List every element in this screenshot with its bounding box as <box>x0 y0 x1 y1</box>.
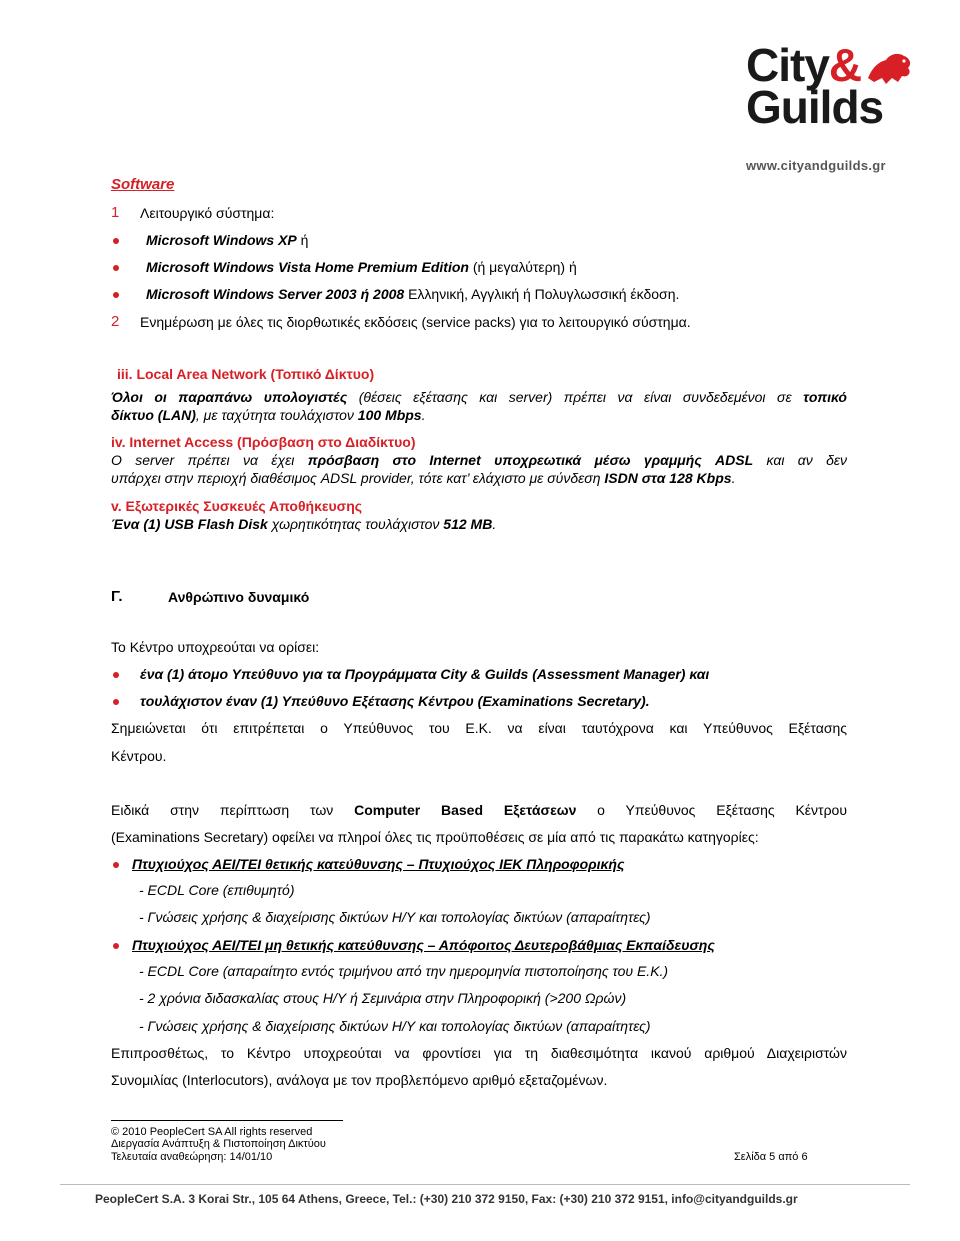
internet-heading: iv. Internet Access (Πρόσβαση στο Διαδίκτυο) <box>111 434 416 450</box>
final-line-2: Συνομιλίας (Interlocutors), ανάλογα με τον προβλεπόμενο αριθμό εξεταζομένων. <box>111 1072 608 1088</box>
footer-page-number: Σελίδα 5 από 6 <box>734 1151 808 1163</box>
storage-line: Ένα (1) USB Flash Disk χωρητικότητας τουλάχιστον 512 MB. <box>111 516 497 532</box>
final-line-1: Επιπροσθέτως, το Κέντρο υποχρεούται να φροντίσει για τη διαθεσιμότητα ικανού αριθμού Διαχειριστών <box>111 1045 847 1061</box>
category-1-item: - ECDL Core (επιθυμητό) <box>139 882 295 898</box>
human-bullet-2: τουλάχιστον έναν (1) Υπεύθυνο Εξέτασης Κέντρου (Examinations Secretary). <box>140 693 650 709</box>
bullet-icon <box>113 672 119 678</box>
cb-line-1: Ειδικά στην περίπτωση των Computer Based Εξετάσεων ο Υπεύθυνος Εξέτασης Κέντρου <box>111 802 847 818</box>
bullet-icon <box>113 238 119 244</box>
footer-copyright: © 2010 PeopleCert SA All rights reserved <box>111 1126 313 1138</box>
bullet-icon <box>113 699 119 705</box>
os-bullet-1: Microsoft Windows XP ή <box>146 232 309 248</box>
footer-address: PeopleCert S.A. 3 Korai Str., 105 64 Athens, Greece, Tel.: (+30) 210 372 9150, Fax: (+30) 210 372 9151, info@cityandguilds.gr <box>95 1192 798 1206</box>
category-1-title: Πτυχιούχος ΑΕΙ/ΤΕΙ θετικής κατεύθυνσης – Πτυχιούχος ΙΕΚ Πληροφορικής <box>132 856 625 872</box>
logo-ampersand: & <box>828 39 862 91</box>
human-heading: Ανθρώπινο δυναμικό <box>168 589 310 605</box>
software-heading: Software <box>111 176 175 193</box>
category-2-title: Πτυχιούχος ΑΕΙ/ΤΕΙ μη θετικής κατεύθυνσης – Απόφοιτος Δευτεροβάθμιας Εκπαίδευσης <box>132 937 715 953</box>
internet-line-2: υπάρχει στην περιοχή διαθέσιμος ADSL provider, τότε κατ’ ελάχιστο με σύνδεση ISDN στα 128 Kbps. <box>111 470 736 486</box>
bullet-icon <box>113 265 119 271</box>
category-2-item: - ECDL Core (απαραίτητο εντός τριμήνου από την ημερομηνία πιστοποίησης του Ε.Κ.) <box>139 963 669 979</box>
website-url: www.cityandguilds.gr <box>746 158 886 173</box>
bullet-icon <box>113 862 119 868</box>
lan-line-2: δίκτυο (LAN), με ταχύτητα τουλάχιστον 100 Mbps. <box>111 407 426 423</box>
lion-icon <box>864 48 914 90</box>
logo-text-guilds: Guilds <box>746 81 884 133</box>
bottom-divider <box>60 1184 910 1185</box>
item2-number: 2 <box>111 313 120 330</box>
footer-process: Διεργασία Ανάπτυξη & Πιστοποίηση Δικτύου <box>111 1138 326 1150</box>
lan-line-1: Όλοι οι παραπάνω υπολογιστές (θέσεις εξέτασης και server) πρέπει να είναι συνδεδεμένοι σε τοπικό <box>111 389 847 405</box>
category-2-item: - 2 χρόνια διδασκαλίας στους Η/Υ ή Σεμινάρια στην Πληροφορική (>200 Ωρών) <box>139 990 627 1006</box>
os-bullet-2: Microsoft Windows Vista Home Premium Edition (ή μεγαλύτερη) ή <box>146 259 577 275</box>
item2-text: Ενημέρωση με όλες τις διορθωτικές εκδόσεις (service packs) για το λειτουργικό σύστημα. <box>140 314 691 330</box>
note-line-2: Κέντρου. <box>111 748 167 764</box>
os-bullet-3: Microsoft Windows Server 2003 ή 2008 Ελληνική, Αγγλική ή Πολυγλωσσική έκδοση. <box>146 286 680 302</box>
note-line-1: Σημειώνεται ότι επιτρέπεται ο Υπεύθυνος του Ε.Κ. να είναι ταυτόχρονα και Υπεύθυνος Εξέτασης <box>111 720 847 736</box>
city-and-guilds-logo <box>746 39 916 133</box>
cb-line-2: (Examinations Secretary) οφείλει να πληροί όλες τις προϋποθέσεις σε μία από τις παρακάτω κατηγορίες: <box>111 829 759 845</box>
bullet-icon <box>113 943 119 949</box>
bullet-icon <box>113 292 119 298</box>
human-intro: Το Κέντρο υποχρεούται να ορίσει: <box>111 639 320 655</box>
internet-line-1: Ο server πρέπει να έχει πρόσβαση στο Internet υποχρεωτικά μέσω γραμμής ADSL και αν δεν <box>111 452 848 468</box>
item1-number: 1 <box>111 204 120 221</box>
human-bullet-1: ένα (1) άτομο Υπεύθυνο για τα Προγράμματα City & Guilds (Assessment Manager) και <box>140 666 710 682</box>
logo-text-city: City <box>746 39 829 91</box>
storage-heading: v. Εξωτερικές Συσκευές Αποθήκευσης <box>111 498 363 514</box>
category-2-item: - Γνώσεις χρήσης & διαχείρισης δικτύων Η/Υ και τοπολογίας δικτύων (απαραίτητες) <box>139 1018 651 1034</box>
footer-revision: Τελευταία αναθεώρηση: 14/01/10 <box>111 1151 273 1163</box>
section-letter: Γ. <box>111 588 123 605</box>
footer-divider <box>111 1120 343 1121</box>
item1-text: Λειτουργικό σύστημα: <box>140 205 275 221</box>
lan-heading: iii. Local Area Network (Τοπικό Δίκτυο) <box>117 366 375 382</box>
category-1-item: - Γνώσεις χρήσης & διαχείρισης δικτύων Η/Υ και τοπολογίας δικτύων (απαραίτητες) <box>139 909 651 925</box>
